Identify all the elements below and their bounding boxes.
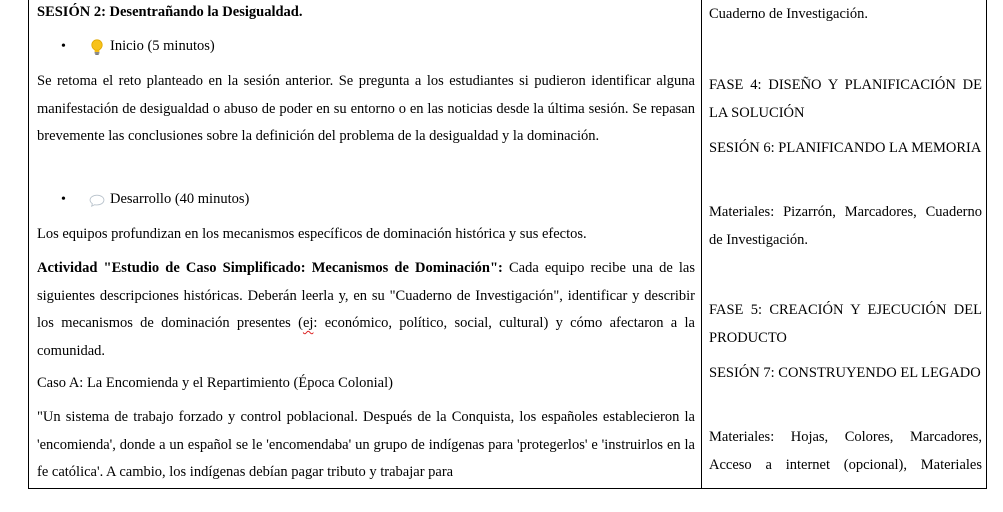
case-a-paragraph [37,404,695,487]
materiales-6-text: Materiales: Pizarrón, Marcadores, Cuaderno de Investigación. [709,204,982,248]
materiales-7 [709,424,982,479]
materials-top [709,1,982,29]
fase-5-heading [709,297,982,352]
session-heading: SESIÓN 2: Desentrañando la Desigualdad. [37,4,303,20]
spellcheck-word: ej [302,315,314,331]
materiales-7-text: Materiales: Hojas, Colores, Marcadores, Acceso a internet (opcional), Materiales [709,429,982,473]
paragraph-intro-text: Se retoma el reto planteado en la sesión anterior. Se pregunta a los estudiantes si pudieron identificar alguna manifestación de desigualdad o abuso de poder en su entorno o en las noticias desde la última sesión. Se repasan brevemente las conclusiones sobre la definición del problema de la desigualdad y la dominación. [37,73,695,144]
activity-body-2: : económico, político, social, cultural) y cómo afectaron a la comunidad. [37,315,695,359]
paragraph-desarrollo [37,221,695,249]
lightbulb-icon [89,38,105,56]
case-a-heading-text: Caso A: La Encomienda y el Repartimiento (Época Colonial) [37,375,393,391]
column-divider [701,0,702,488]
fase-4-heading [709,72,982,127]
materiales-6 [709,199,982,254]
bullet-dot: • [61,192,66,208]
paragraph-activity [37,255,695,365]
bullet-dot: • [61,39,66,55]
sesion-7-heading [709,360,982,388]
sesion-6-heading [709,135,982,163]
paragraph-intro [37,68,695,151]
activity-body-1: Cada equipo recibe una de las siguientes descripciones históricas. Deberán leerla y, en su "Cuaderno de Investigación", identificar y describir los mecanismos de dominación presentes ( [37,260,695,331]
materials-top-text: Cuaderno de Investigación. [709,6,869,22]
paragraph-activity-text [37,255,695,365]
case-a-text: "Un sistema de trabajo forzado y control poblacional. Después de la Conquista, los españoles establecieron la 'encomienda', donde a un español se le 'encomendaba' un grupo de indígenas para 'protegerlos' e 'instruirlos en la fe católica'. A cambio, los indígenas debían pagar tributo y trabajar para [37,409,695,480]
sesion-7-text: SESIÓN 7: CONSTRUYENDO EL LEGADO [709,365,981,381]
sesion-6-text: SESIÓN 6: PLANIFICANDO LA MEMORIA [709,140,982,156]
bullet-desarrollo-text: Desarrollo (40 minutos) [110,191,250,208]
activity-title: Actividad "Estudio de Caso Simplificado: Mecanismos de Dominación": [37,260,503,276]
case-a-heading [37,370,695,398]
bullet-inicio-text: Inicio (5 minutos) [110,38,215,55]
document-table [28,0,987,489]
speech-bubble-icon [89,191,105,209]
fase-5-text: FASE 5: CREACIÓN Y EJECUCIÓN DEL PRODUCTO [709,302,982,346]
fase-4-text: FASE 4: DISEÑO Y PLANIFICACIÓN DE LA SOLUCIÓN [709,77,982,121]
paragraph-desarrollo-text: Los equipos profundizan en los mecanismos específicos de dominación histórica y sus efectos. [37,226,587,242]
